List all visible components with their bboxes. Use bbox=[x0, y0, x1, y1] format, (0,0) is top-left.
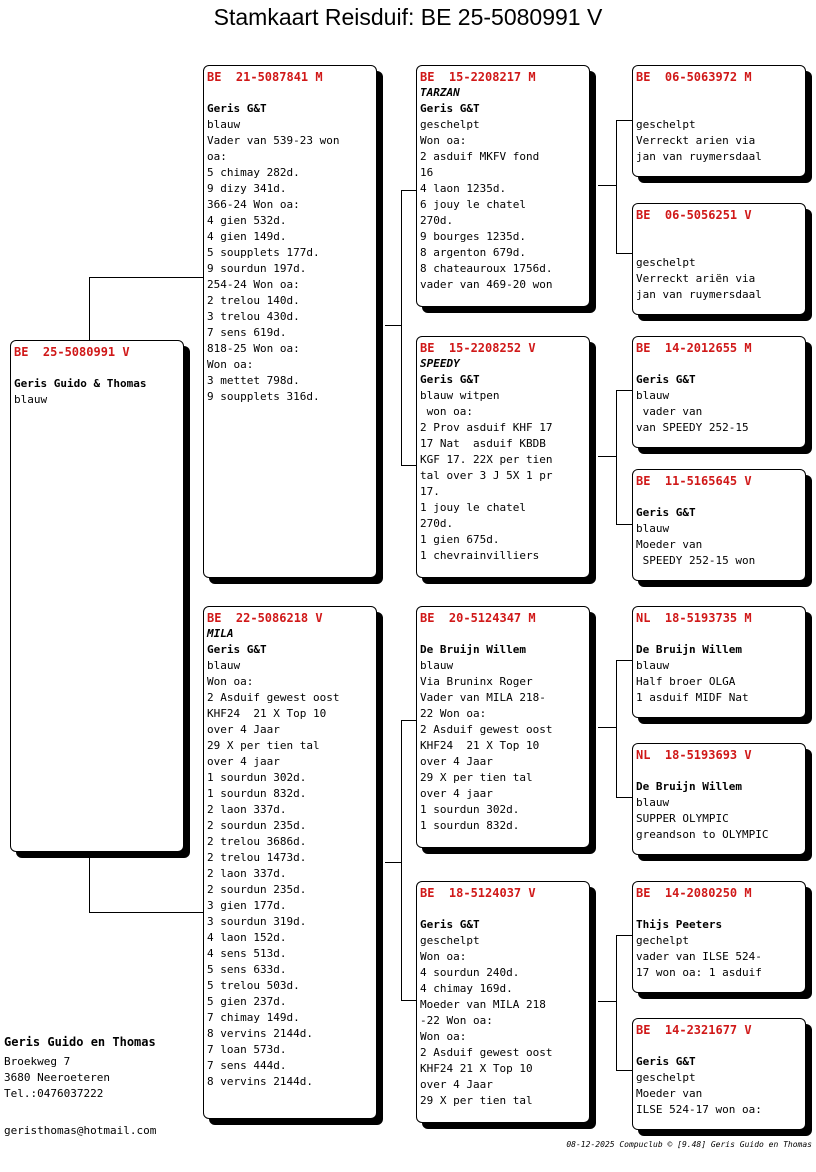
info-line: 270d. bbox=[420, 214, 454, 227]
ring-number: BE 22-5086218 V bbox=[207, 611, 323, 625]
footer-text: 08-12-2025 Compuclub © [9.48] Geris Guido en Thomas bbox=[566, 1140, 812, 1149]
page-title: Stamkaart Reisduif: BE 25-5080991 V bbox=[213, 4, 603, 30]
ring-number: BE 18-5124037 V bbox=[420, 886, 536, 900]
ring-number: BE 15-2208217 M bbox=[420, 70, 536, 84]
info-line: 4 laon 1235d. bbox=[420, 182, 507, 195]
info-line: 4 laon 152d. bbox=[207, 931, 287, 944]
info-line: 7 chimay 149d. bbox=[207, 1011, 300, 1024]
info-line: 17 Nat asduif KBDB bbox=[420, 437, 546, 450]
info-line: 1 sourdun 832d. bbox=[207, 787, 307, 800]
info-line: 1 chevrainvilliers bbox=[420, 549, 540, 562]
connector bbox=[616, 390, 633, 391]
breeder-name: Geris G&T bbox=[207, 102, 267, 115]
info-line: 1 sourdun 832d. bbox=[420, 819, 520, 832]
connector bbox=[616, 660, 617, 797]
breeder-name bbox=[636, 239, 802, 255]
owner-street: Broekweg 7 bbox=[4, 1055, 71, 1068]
info-line: 4 gien 149d. bbox=[207, 230, 287, 243]
info-line: 2 Asduif gewest oost bbox=[420, 723, 553, 736]
info-line: geschelpt bbox=[420, 118, 480, 131]
pigeon-card-fm[interactable] bbox=[416, 336, 590, 578]
info-line: KHF24 21 X Top 10 bbox=[420, 739, 540, 752]
info-line: geschelpt bbox=[636, 256, 696, 269]
connector bbox=[89, 851, 90, 912]
info-line: 3 trelou 430d. bbox=[207, 310, 300, 323]
info-line: 4 chimay 169d. bbox=[420, 982, 513, 995]
connector bbox=[89, 277, 204, 278]
info-line: Moeder van bbox=[636, 1087, 703, 1100]
info-line: blauw bbox=[636, 796, 670, 809]
breeder-name bbox=[636, 101, 802, 117]
pigeon-card-fmf[interactable] bbox=[632, 336, 806, 448]
info-line: Won oa: bbox=[207, 675, 254, 688]
info-line: 9 soupplets 316d. bbox=[207, 390, 320, 403]
ring-number: BE 14-2080250 M bbox=[636, 886, 752, 900]
info-line: Won oa: bbox=[420, 1030, 467, 1043]
connector bbox=[385, 325, 401, 326]
info-line: blauw bbox=[420, 659, 454, 672]
pigeon-card-subject[interactable] bbox=[10, 340, 184, 852]
info-line: 7 sens 619d. bbox=[207, 326, 287, 339]
info-line: 5 soupplets 177d. bbox=[207, 246, 320, 259]
pigeon-card-mff[interactable] bbox=[632, 606, 806, 718]
pigeon-name bbox=[636, 901, 802, 917]
info-line: -22 Won oa: bbox=[420, 1014, 493, 1027]
pigeon-card-mm[interactable] bbox=[416, 881, 590, 1123]
info-line: 8 chateauroux 1756d. bbox=[420, 262, 553, 275]
connector bbox=[616, 390, 617, 524]
info-line: 2 sourdun 235d. bbox=[207, 819, 307, 832]
pigeon-card-ff[interactable] bbox=[416, 65, 590, 307]
info-line: over 4 Jaar bbox=[420, 1078, 493, 1091]
info-line: jan van ruymersdaal bbox=[636, 288, 762, 301]
info-line: van SPEEDY 252-15 bbox=[636, 421, 749, 434]
info-line: 254-24 Won oa: bbox=[207, 278, 300, 291]
info-line: 3 sourdun 319d. bbox=[207, 915, 307, 928]
info-line: Moeder van MILA 218 bbox=[420, 998, 546, 1011]
info-line: 9 dizy 341d. bbox=[207, 182, 287, 195]
breeder-name: Geris G&T bbox=[420, 102, 480, 115]
info-line: blauw witpen bbox=[420, 389, 500, 402]
info-line: blauw bbox=[14, 393, 48, 406]
info-line: SPEEDY 252-15 won bbox=[636, 554, 756, 567]
info-line: 5 trelou 503d. bbox=[207, 979, 300, 992]
connector bbox=[89, 277, 90, 341]
info-line: jan van ruymersdaal bbox=[636, 150, 762, 163]
owner-email[interactable]: geristhomas@hotmail.com bbox=[4, 1124, 157, 1137]
info-line: Won oa: bbox=[420, 134, 467, 147]
owner-phone: Tel.:0476037222 bbox=[4, 1087, 104, 1100]
info-line: 2 laon 337d. bbox=[207, 867, 287, 880]
info-line: 3 gien 177d. bbox=[207, 899, 287, 912]
owner-city: 3680 Neeroeteren bbox=[4, 1071, 110, 1084]
info-line: 1 gien 675d. bbox=[420, 533, 500, 546]
breeder-name: Geris G&T bbox=[207, 643, 267, 656]
info-line: vader van 469-20 won bbox=[420, 278, 553, 291]
info-line: ILSE 524-17 won oa: bbox=[636, 1103, 762, 1116]
info-line: Vader van 539-23 won bbox=[207, 134, 340, 147]
info-line: 2 laon 337d. bbox=[207, 803, 287, 816]
ring-number: BE 14-2012655 M bbox=[636, 341, 752, 355]
info-line: 2 Asduif gewest oost bbox=[207, 691, 340, 704]
info-line: 1 sourdun 302d. bbox=[207, 771, 307, 784]
breeder-name: Geris G&T bbox=[636, 506, 696, 519]
ring-number: BE 06-5056251 V bbox=[636, 208, 752, 222]
connector bbox=[616, 120, 617, 253]
info-line: blauw bbox=[636, 659, 670, 672]
info-line: 4 gien 532d. bbox=[207, 214, 287, 227]
pigeon-card-mmf[interactable] bbox=[632, 881, 806, 993]
ring-number: BE 20-5124347 M bbox=[420, 611, 536, 625]
info-line: 17 won oa: 1 asduif bbox=[636, 966, 762, 979]
info-line: Moeder van bbox=[636, 538, 703, 551]
connector bbox=[401, 720, 402, 1000]
pigeon-name bbox=[636, 356, 802, 372]
ring-number: BE 25-5080991 V bbox=[14, 345, 130, 359]
info-line: 2 trelou 140d. bbox=[207, 294, 300, 307]
info-line: Vader van MILA 218- bbox=[420, 691, 546, 704]
ring-number: BE 14-2321677 V bbox=[636, 1023, 752, 1037]
connector bbox=[616, 120, 633, 121]
breeder-name: De Bruijn Willem bbox=[420, 643, 526, 656]
pigeon-name: MILA bbox=[207, 627, 234, 640]
pigeon-name bbox=[636, 763, 802, 779]
pigeon-card-mf[interactable] bbox=[416, 606, 590, 848]
info-line: 2 asduif MKFV fond bbox=[420, 150, 540, 163]
info-line: greandson to OLYMPIC bbox=[636, 828, 769, 841]
connector bbox=[598, 1001, 616, 1002]
connector bbox=[401, 465, 417, 466]
connector bbox=[616, 660, 633, 661]
info-line: oa: bbox=[207, 150, 227, 163]
pigeon-name: SPEEDY bbox=[420, 357, 460, 370]
info-line: geschelpt bbox=[636, 118, 696, 131]
info-line: 17. bbox=[420, 485, 440, 498]
info-line: 3 mettet 798d. bbox=[207, 374, 300, 387]
ring-number: NL 18-5193693 V bbox=[636, 748, 752, 762]
connector bbox=[598, 727, 616, 728]
pigeon-name: TARZAN bbox=[420, 86, 460, 99]
pigeon-card-mfm[interactable] bbox=[632, 743, 806, 855]
info-line: 7 loan 573d. bbox=[207, 1043, 287, 1056]
connector bbox=[401, 190, 417, 191]
info-line: Verreckt arien via bbox=[636, 134, 756, 147]
info-line: SUPPER OLYMPIC bbox=[636, 812, 729, 825]
pigeon-name bbox=[636, 1038, 802, 1054]
connector bbox=[598, 185, 616, 186]
pigeon-card-fmm[interactable] bbox=[632, 469, 806, 581]
info-line: 5 gien 237d. bbox=[207, 995, 287, 1008]
breeder-name: Geris Guido & Thomas bbox=[14, 377, 147, 390]
ring-number: BE 15-2208252 V bbox=[420, 341, 536, 355]
connector bbox=[616, 935, 617, 1070]
pigeon-card-father[interactable] bbox=[203, 65, 377, 578]
pigeon-name bbox=[636, 489, 802, 505]
info-line: 1 sourdun 302d. bbox=[420, 803, 520, 816]
info-line: 29 X per tien tal bbox=[420, 771, 533, 784]
owner-block bbox=[4, 1034, 156, 1102]
info-line: 2 trelou 3686d. bbox=[207, 835, 307, 848]
pigeon-name bbox=[636, 223, 802, 239]
pigeon-name bbox=[636, 626, 802, 642]
connector bbox=[89, 912, 204, 913]
info-line: 2 trelou 1473d. bbox=[207, 851, 307, 864]
ring-number: NL 18-5193735 M bbox=[636, 611, 752, 625]
pigeon-card-mmm[interactable] bbox=[632, 1018, 806, 1130]
info-line: 1 asduif MIDF Nat bbox=[636, 691, 749, 704]
ring-number: BE 06-5063972 M bbox=[636, 70, 752, 84]
info-line: KHF24 21 X Top 10 bbox=[207, 707, 327, 720]
info-line: gechelpt bbox=[636, 934, 689, 947]
connector bbox=[616, 1070, 633, 1071]
info-line: blauw bbox=[207, 659, 241, 672]
info-line: 9 sourdun 197d. bbox=[207, 262, 307, 275]
info-line: Half broer OLGA bbox=[636, 675, 736, 688]
info-line: 16 bbox=[420, 166, 434, 179]
info-line: 7 sens 444d. bbox=[207, 1059, 287, 1072]
info-line: 5 sens 633d. bbox=[207, 963, 287, 976]
connector bbox=[616, 524, 633, 525]
info-line: blauw bbox=[636, 389, 670, 402]
info-line: 4 sens 513d. bbox=[207, 947, 287, 960]
info-line: 8 argenton 679d. bbox=[420, 246, 526, 259]
connector bbox=[401, 1000, 417, 1001]
info-line: 270d. bbox=[420, 517, 454, 530]
info-line: geschelpt bbox=[420, 934, 480, 947]
info-line: blauw bbox=[636, 522, 670, 535]
info-line: 6 jouy le chatel bbox=[420, 198, 526, 211]
info-line: 9 bourges 1235d. bbox=[420, 230, 526, 243]
pigeon-name bbox=[420, 626, 586, 642]
info-line: 8 vervins 2144d. bbox=[207, 1027, 313, 1040]
info-line: 366-24 Won oa: bbox=[207, 198, 300, 211]
info-line: vader van ILSE 524- bbox=[636, 950, 762, 963]
info-line: over 4 jaar bbox=[207, 755, 280, 768]
pigeon-name bbox=[14, 360, 180, 376]
info-line: geschelpt bbox=[636, 1071, 696, 1084]
info-line: 2 Prov asduif KHF 17 bbox=[420, 421, 553, 434]
pigeon-name bbox=[207, 85, 373, 101]
breeder-name: Geris G&T bbox=[420, 918, 480, 931]
info-line: KGF 17. 22X per tien bbox=[420, 453, 553, 466]
pigeon-card-mother[interactable] bbox=[203, 606, 377, 1119]
breeder-name: Geris G&T bbox=[636, 373, 696, 386]
ring-number: BE 11-5165645 V bbox=[636, 474, 752, 488]
pigeon-name bbox=[636, 85, 802, 101]
info-line: Won oa: bbox=[420, 950, 467, 963]
pigeon-name bbox=[420, 901, 586, 917]
connector bbox=[598, 456, 616, 457]
info-line: 8 vervins 2144d. bbox=[207, 1075, 313, 1088]
connector bbox=[385, 862, 401, 863]
connector bbox=[616, 253, 633, 254]
info-line: 818-25 Won oa: bbox=[207, 342, 300, 355]
info-line: Via Bruninx Roger bbox=[420, 675, 533, 688]
breeder-name: De Bruijn Willem bbox=[636, 780, 742, 793]
info-line: blauw bbox=[207, 118, 241, 131]
breeder-name: Thijs Peeters bbox=[636, 918, 723, 931]
info-line: 2 Asduif gewest oost bbox=[420, 1046, 553, 1059]
info-line: 29 X per tien tal bbox=[207, 739, 320, 752]
ring-number: BE 21-5087841 M bbox=[207, 70, 323, 84]
info-line: 2 sourdun 235d. bbox=[207, 883, 307, 896]
info-line: over 4 Jaar bbox=[420, 755, 493, 768]
info-line: tal over 3 J 5X 1 pr bbox=[420, 469, 553, 482]
info-line: 1 jouy le chatel bbox=[420, 501, 526, 514]
pigeon-card-fff[interactable] bbox=[632, 65, 806, 177]
info-line: 5 chimay 282d. bbox=[207, 166, 300, 179]
info-line: Verreckt ariën via bbox=[636, 272, 756, 285]
info-line: over 4 jaar bbox=[420, 787, 493, 800]
connector bbox=[401, 720, 417, 721]
info-line: Won oa: bbox=[207, 358, 254, 371]
info-line: over 4 Jaar bbox=[207, 723, 280, 736]
owner-name: Geris Guido en Thomas bbox=[4, 1035, 156, 1049]
info-line: vader van bbox=[636, 405, 703, 418]
pigeon-card-ffm[interactable] bbox=[632, 203, 806, 315]
info-line: 4 sourdun 240d. bbox=[420, 966, 520, 979]
breeder-name: Geris G&T bbox=[636, 1055, 696, 1068]
info-line: 22 Won oa: bbox=[420, 707, 487, 720]
info-line: 29 X per tien tal bbox=[420, 1094, 533, 1107]
connector bbox=[616, 797, 633, 798]
info-line: KHF24 21 X Top 10 bbox=[420, 1062, 533, 1075]
breeder-name: Geris G&T bbox=[420, 373, 480, 386]
connector bbox=[616, 935, 633, 936]
connector bbox=[401, 190, 402, 465]
info-line: won oa: bbox=[420, 405, 473, 418]
breeder-name: De Bruijn Willem bbox=[636, 643, 742, 656]
